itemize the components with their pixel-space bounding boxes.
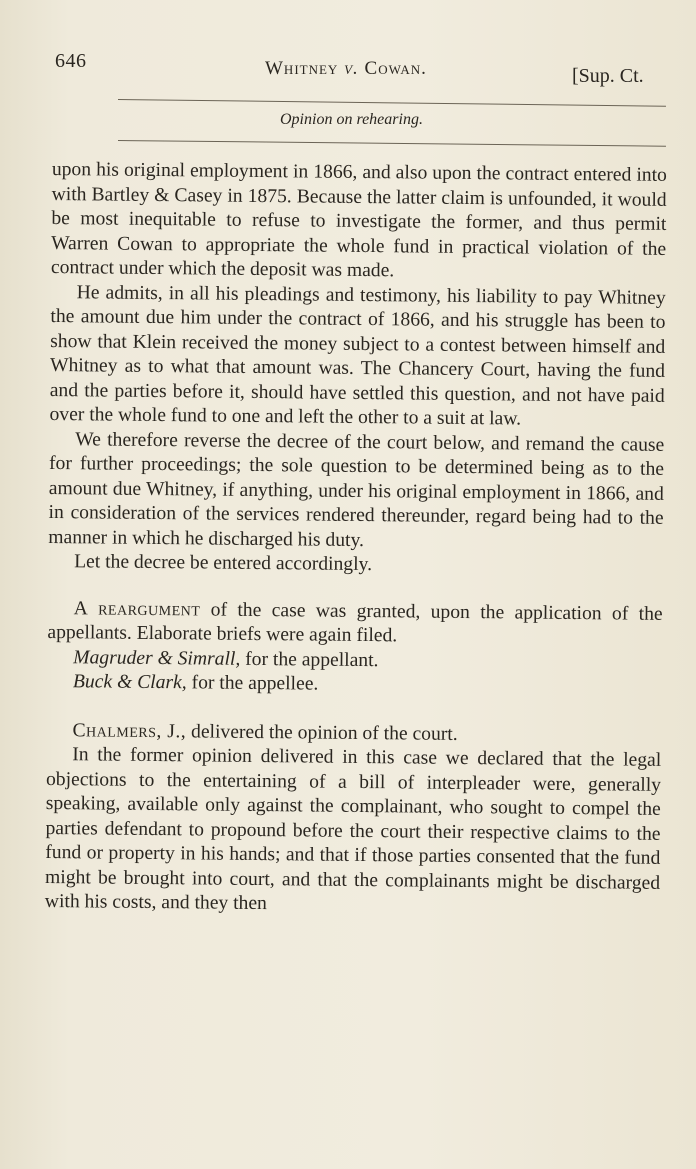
title-party1: Whitney [265,58,339,79]
title-party2: Cowan. [364,58,427,79]
court-label: [Sup. Ct. [572,65,644,87]
paragraph-let-decree: Let the decree be entered accordingly. [74,551,373,576]
subheading: Opinion on rehearing. [280,111,423,128]
counsel-appellee-names: Buck & Clark, [72,671,187,694]
counsel-appellant-role: for the appellant. [240,648,379,671]
reargument-rest: of the case was granted, upon the application of the appellants. Elaborate briefs were again filed. [47,598,663,647]
running-title [265,58,427,80]
paragraph-reverse: We therefore reverse the decree of the court below, and remand the cause for further proceedings; the sole question to be determined being as to the amount due Whitney, if anything, under his original employment in 1866, and in consideration of the services rendered thereunder, regard being had to the manner in which he discharged his duty. [48,428,665,551]
reargument-lead: A reargument [73,597,201,620]
paragraph-continuation: upon his original employment in 1866, and also upon the contract entered into with Bartley & Casey in 1875. Because the latter claim is unfounded, it would be most inequitable to refuse to investigate the former, and thus permit Warren Cowan to appropriate the whole fund in practical violation of the contract under which the deposit was made. [50,158,667,282]
judge-name: Chalmers, J., [72,719,187,742]
page-number: 646 [55,50,87,72]
counsel-appellee-role: for the appellee. [186,672,319,695]
paragraph-reargument [47,596,662,651]
page-body [45,158,667,920]
paragraph-admits: He admits, in all his pleadings and testimony, his liability to pay Whitney the amount due him under the contract of 1866, and his struggle has been to show that Klein received the money subject to a contest between himself and Whitney as to what that amount was. The Chancery Court, having the fund and the parties before it, should have settled this question, and not have paid over the whole fund to one and left the other to a suit at law. [49,281,666,430]
counsel-appellant-names: Magruder & Simrall, [73,646,241,670]
header-rule-bottom [118,140,666,147]
chalmers-rest: delivered the opinion of the court. [186,720,458,745]
paragraph-former-opinion: In the former opinion delivered in this case we declared that the legal objections to the entertaining of a bill of interpleader were, generally speaking, available only against the complainant, who sought to compel the parties defendant to propound before the court their respective claims to the fund or property in his hands; and that if those parties consented that the fund might be brought into court, and that the complainants might be discharged with his costs, and they then [44,744,662,915]
header-rule-top [118,99,666,107]
title-v: v. [344,58,359,79]
